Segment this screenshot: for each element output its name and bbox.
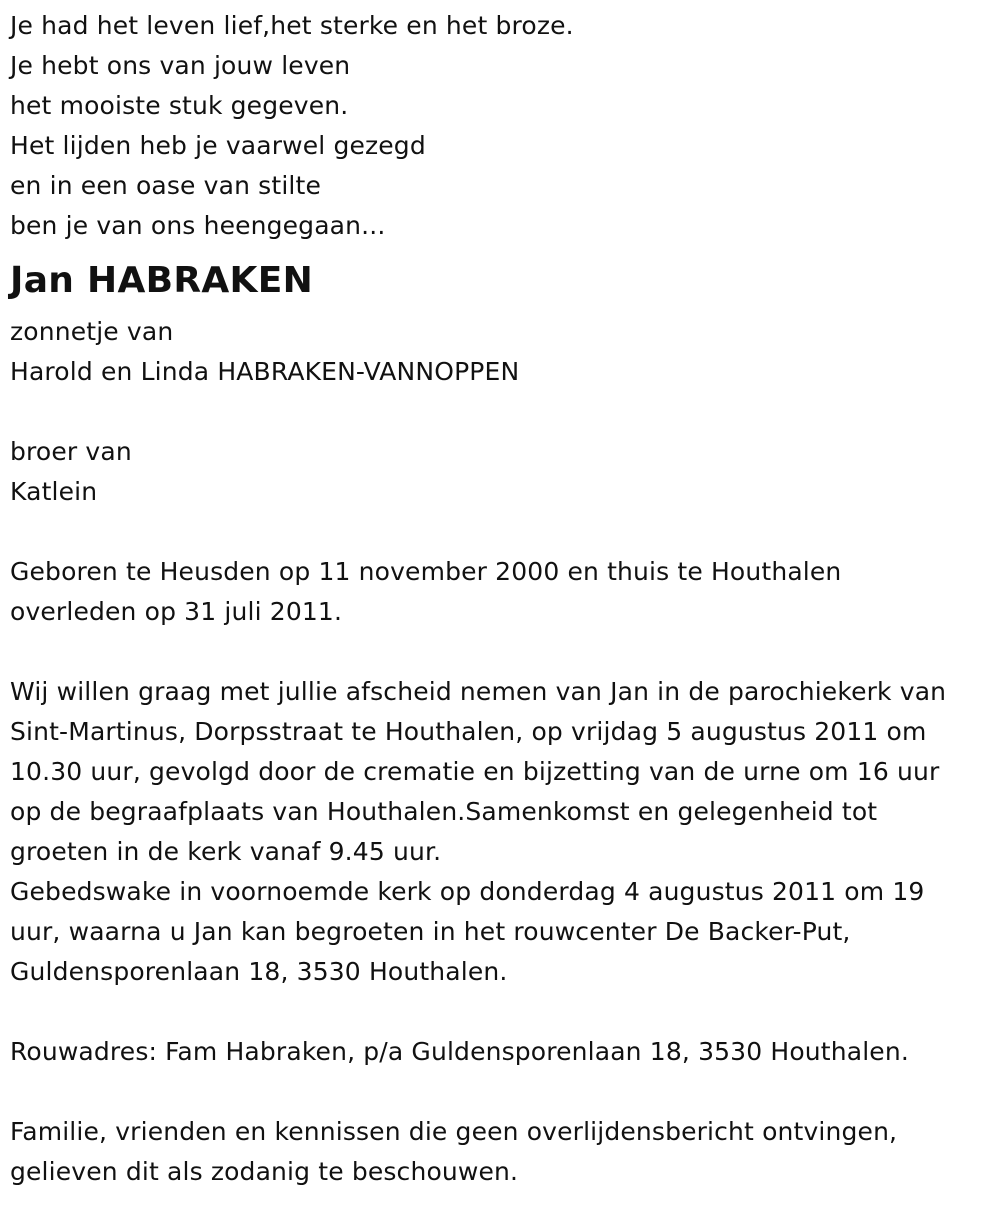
poem-line: Je hebt ons van jouw leven	[10, 51, 351, 80]
sibling-names: Katlein	[10, 477, 98, 506]
mourning-address: Rouwadres: Fam Habraken, p/a Guldensporenlaan 18, 3530 Houthalen.	[10, 1037, 909, 1066]
poem-line: ben je van ons heengegaan...	[10, 211, 386, 240]
parents-relation: zonnetje van	[10, 317, 174, 346]
parents-block	[10, 312, 995, 392]
dates-line: Geboren te Heusden op 11 november 2000 en thuis te Houthalen	[10, 557, 842, 586]
poem-line: Je had het leven lief,het sterke en het broze.	[10, 11, 574, 40]
service-line: 10.30 uur, gevolgd door de crematie en bijzetting van de urne om 16 uur	[10, 757, 940, 786]
sibling-relation: broer van	[10, 437, 132, 466]
service-line: Guldensporenlaan 18, 3530 Houthalen.	[10, 957, 508, 986]
service-line: uur, waarna u Jan kan begroeten in het rouwcenter De Backer-Put,	[10, 917, 851, 946]
spacer	[10, 1072, 995, 1112]
closing-block	[10, 1112, 995, 1192]
spacer	[10, 392, 995, 432]
poem-line: Het lijden heb je vaarwel gezegd	[10, 131, 426, 160]
service-line: Sint-Martinus, Dorpsstraat te Houthalen, op vrijdag 5 augustus 2011 om	[10, 717, 927, 746]
sibling-block	[10, 432, 995, 512]
poem-line: en in een oase van stilte	[10, 171, 321, 200]
parents-names: Harold en Linda HABRAKEN-VANNOPPEN	[10, 357, 520, 386]
service-block	[10, 672, 995, 992]
service-line: Wij willen graag met jullie afscheid nemen van Jan in de parochiekerk van	[10, 677, 947, 706]
poem-line: het mooiste stuk gegeven.	[10, 91, 349, 120]
closing-line: gelieven dit als zodanig te beschouwen.	[10, 1157, 519, 1186]
spacer	[10, 632, 995, 672]
dates-line: overleden op 31 juli 2011.	[10, 597, 343, 626]
spacer	[10, 512, 995, 552]
poem	[10, 6, 995, 246]
spacer	[10, 992, 995, 1032]
service-line: groeten in de kerk vanaf 9.45 uur.	[10, 837, 442, 866]
death-notice	[10, 6, 995, 1192]
service-line: Gebedswake in voornoemde kerk op donderdag 4 augustus 2011 om 19	[10, 877, 925, 906]
dates-block	[10, 552, 995, 632]
closing-line: Familie, vrienden en kennissen die geen overlijdensbericht ontvingen,	[10, 1117, 898, 1146]
service-line: op de begraafplaats van Houthalen.Samenkomst en gelegenheid tot	[10, 797, 878, 826]
deceased-name: Jan HABRAKEN	[10, 260, 314, 301]
